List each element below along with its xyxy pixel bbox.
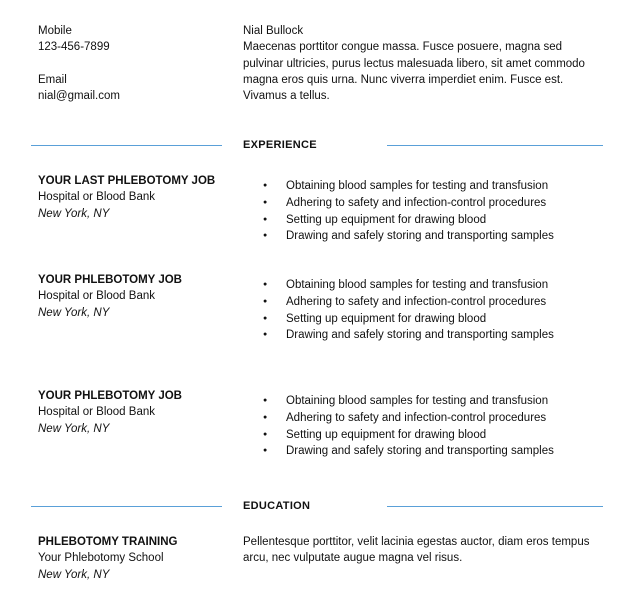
experience-heading: EXPERIENCE — [243, 139, 317, 151]
education-school: Your Phlebotomy School — [38, 552, 164, 565]
education-location: New York, NY — [38, 568, 110, 581]
duty-item: ● Adhering to safety and infection-control procedures — [243, 294, 554, 311]
mobile-value: 123-456-7899 — [38, 41, 110, 54]
email-value: nial@gmail.com — [38, 90, 120, 103]
profile-summary: Maecenas porttitor congue massa. Fusce posuere, magna sed pulvinar ultricies, purus lectus malesuada libero, sit amet commodo magna eros quis urna. Nunc viverra imperdiet enim. Fusce est. Vivamus a tellus. — [243, 41, 585, 103]
education-rule-left — [31, 506, 222, 507]
job-title: YOUR PHLEBOTOMY JOB — [38, 274, 182, 286]
job-entry — [38, 272, 182, 321]
job-employer: Hospital or Blood Bank — [38, 191, 155, 204]
duty-item: ● Setting up equipment for drawing blood — [243, 427, 554, 444]
duty-item: ● Drawing and safely storing and transporting samples — [243, 327, 554, 344]
job-duties-list — [243, 178, 554, 245]
job-title: YOUR LAST PHLEBOTOMY JOB — [38, 175, 216, 187]
education-description: Pellentesque porttitor, velit lacinia egestas auctor, diam eros tempus arcu, nec vulputate augue magna vel risus. — [243, 536, 590, 565]
job-title: YOUR PHLEBOTOMY JOB — [38, 390, 182, 402]
education-heading: EDUCATION — [243, 500, 311, 512]
job-employer: Hospital or Blood Bank — [38, 406, 155, 419]
duty-item: ● Setting up equipment for drawing blood — [243, 212, 554, 229]
profile-name: Nial Bullock — [243, 25, 304, 37]
contact-block — [38, 23, 120, 104]
job-entry — [38, 388, 182, 437]
email-label: Email — [38, 73, 67, 86]
duty-item: ● Drawing and safely storing and transporting samples — [243, 443, 554, 460]
duty-item: ● Obtaining blood samples for testing and transfusion — [243, 393, 554, 410]
profile-block — [243, 23, 593, 104]
job-location: New York, NY — [38, 306, 110, 319]
duty-item: ● Obtaining blood samples for testing and transfusion — [243, 277, 554, 294]
education-rule-right — [387, 506, 603, 507]
job-entry — [38, 173, 215, 222]
duty-item: ● Adhering to safety and infection-control procedures — [243, 195, 554, 212]
experience-rule-right — [387, 145, 603, 146]
job-duties-list — [243, 277, 554, 344]
duty-item: ● Adhering to safety and infection-control procedures — [243, 410, 554, 427]
job-duties-list — [243, 393, 554, 460]
job-employer: Hospital or Blood Bank — [38, 290, 155, 303]
experience-rule-left — [31, 145, 222, 146]
duty-item: ● Obtaining blood samples for testing and transfusion — [243, 178, 554, 195]
education-title: PHLEBOTOMY TRAINING — [38, 536, 178, 548]
job-location: New York, NY — [38, 207, 110, 220]
education-entry — [38, 534, 178, 583]
duty-item: ● Setting up equipment for drawing blood — [243, 311, 554, 328]
mobile-label: Mobile — [38, 25, 72, 37]
job-location: New York, NY — [38, 422, 110, 435]
duty-item: ● Drawing and safely storing and transporting samples — [243, 228, 554, 245]
